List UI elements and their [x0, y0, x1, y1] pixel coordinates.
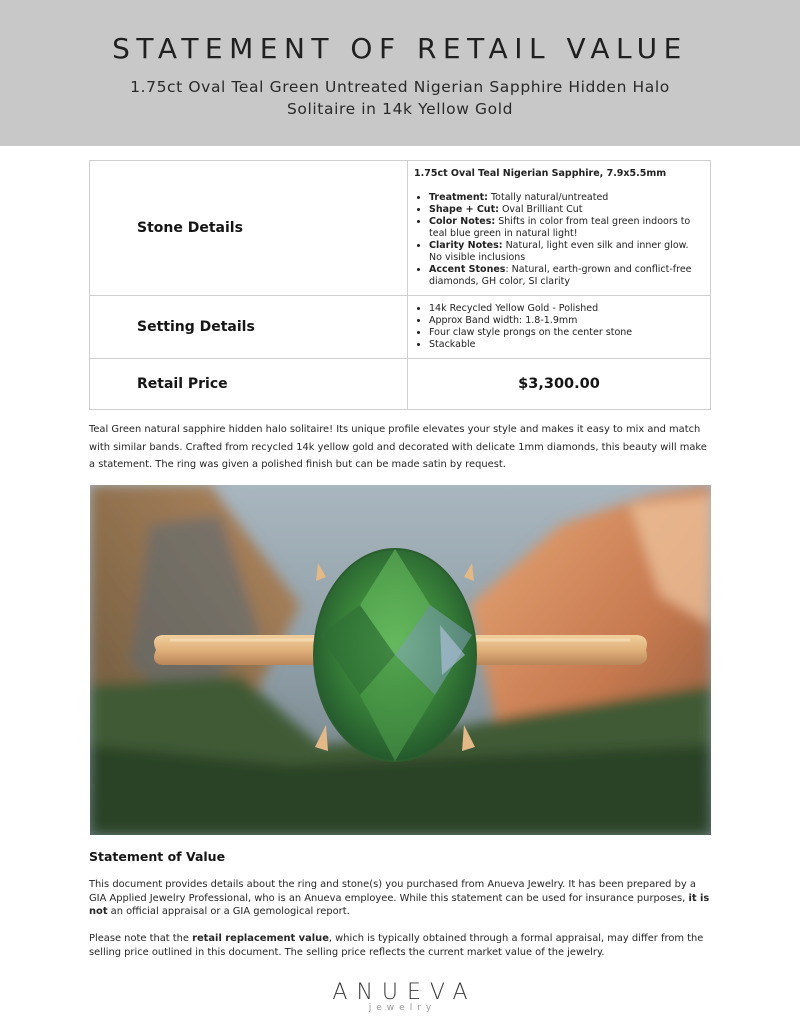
stone-detail-item: • Color Notes: Shifts in color from teal green indoors to teal blue green in natural light! [429, 216, 704, 240]
setting-detail-item: • 14k Recycled Yellow Gold - Polished [429, 303, 704, 315]
page-subtitle [100, 76, 700, 120]
stone-details-row [90, 161, 711, 296]
stone-details-list [414, 192, 704, 288]
stone-details-content [408, 161, 711, 296]
ring-image [90, 485, 711, 835]
page-title: STATEMENT OF RETAIL VALUE [112, 32, 688, 65]
statement-title: Statement of Value [89, 849, 226, 864]
stone-detail-item: • Accent Stones: Natural, earth-grown and conflict-free diamonds, GH color, SI clarity [429, 264, 704, 288]
retail-price-label: Retail Price [90, 359, 408, 410]
stone-heading: 1.75ct Oval Teal Nigerian Sapphire, 7.9x5.5mm [414, 168, 667, 179]
anueva-logo [300, 980, 500, 1013]
logo-subtitle: jewelry [368, 1003, 437, 1013]
stone-details-label: Stone Details [90, 161, 408, 296]
setting-details-label: Setting Details [90, 296, 408, 359]
setting-details-list [414, 303, 704, 351]
statement-paragraph-1: This document provides details about the ring and stone(s) you purchased from Anueva Jewelry. It has been prepared by a GIA Applied Jewelry Professional, who is an Anueva employee. While this statement can be used for insurance purposes, it is not an official appraisal or a GIA gemological report. [89, 879, 710, 917]
setting-detail-item: • Stackable [429, 339, 704, 351]
retail-price-row [90, 359, 711, 410]
ring-photo [90, 485, 711, 835]
stone-detail-item: • Treatment: Totally natural/untreated [429, 192, 704, 204]
setting-details-content [408, 296, 711, 359]
product-description: Teal Green natural sapphire hidden halo solitaire! Its unique profile elevates your style and makes it easy to mix and match with similar bands. Crafted from recycled 14k yellow gold and decorated with delicate 1mm diamonds, this beauty will make a statement. The ring was given a polished finish but can be made satin by request. [89, 424, 707, 470]
details-table [89, 160, 711, 410]
stone-detail-item: • Shape + Cut: Oval Brilliant Cut [429, 204, 704, 216]
setting-details-row [90, 296, 711, 359]
subtitle-line-1: 1.75ct Oval Teal Green Untreated Nigerian Sapphire Hidden Halo [130, 78, 670, 96]
statement-paragraph-2: Please note that the retail replacement value, which is typically obtained through a formal appraisal, may differ from the selling price outlined in this document. The selling price reflects the current market value of the jewelry. [89, 933, 704, 958]
logo-wordmark: ANUEVA [332, 980, 477, 1005]
header-banner [0, 0, 800, 146]
subtitle-line-2: Solitaire in 14k Yellow Gold [286, 100, 514, 118]
setting-detail-item: • Four claw style prongs on the center stone [429, 327, 704, 339]
stone-detail-item: • Clarity Notes: Natural, light even silk and inner glow. No visible inclusions [429, 240, 704, 264]
retail-price-value: $3,300.00 [408, 359, 711, 410]
setting-detail-item: • Approx Band width: 1.8-1.9mm [429, 315, 704, 327]
